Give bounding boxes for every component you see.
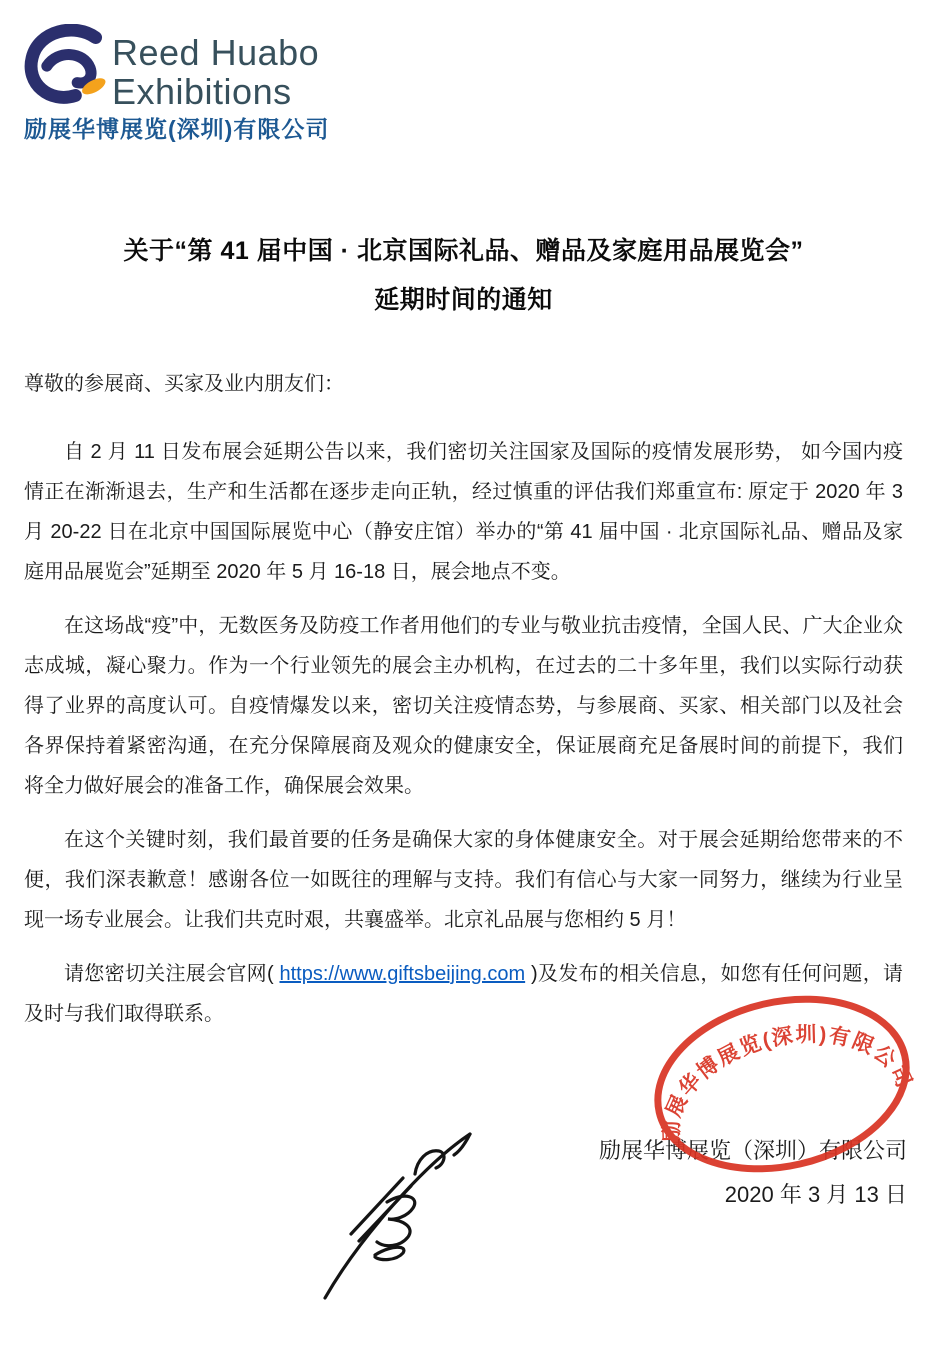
letter-body [24,364,903,1034]
closing-pre-link-text: 请您密切关注展会官网( [64,963,280,985]
website-link[interactable]: https://www.giftsbeijing.com [279,963,526,985]
brand-name-line1: Reed Huabo [112,32,320,73]
closing-post-link-text: )及发布的相关信息，如您有任何问题，请及时与我们取得联系。 [24,963,903,1025]
letter-title [0,227,927,325]
paragraph-1: 自 2 月 11 日发布展会延期公告以来，我们密切关注国家及国际的疫情发展形势， 如今国内疫情正在渐渐退去，生产和生活都在逐步走向正轨，经过慎重的评估我们郑重宣布: 原定于 2020 年 3 月 20-22 日在北京中国国际展览中心（静安庄馆）举办的“第 41 届中国 · 北京国际礼品、赠品及家庭用品展览会”延期至 2020 年 5 月 16-18 日，展会地点不变。 [24,441,903,583]
seal-arc-text: 励展华博展览(深圳)有限公司 [660,1023,917,1142]
letter-title-line1: 关于“第 41 届中国 · 北京国际礼品、赠品及家庭用品展览会” [123,237,804,265]
salutation: 尊敬的参展商、买家及业内朋友们： [24,373,344,395]
signoff-date: 2020 年 3 月 13 日 [724,1182,907,1207]
signoff-company: 励展华博展览（深圳）有限公司 [598,1138,907,1163]
brand-name [112,33,319,111]
brand-name-line2: Exhibitions [112,71,292,112]
handwritten-signature-icon [315,1112,500,1312]
company-seal-stamp-icon [640,978,925,1190]
header-company-name: 励展华博展览(深圳)有限公司 [24,116,330,142]
letter-title-line2: 延期时间的通知 [374,286,553,314]
paragraph-3: 在这个关键时刻，我们最首要的任务是确保大家的身体健康安全。对于展会延期给您带来的不便，我们深表歉意！感谢各位一如既往的理解与支持。我们有信心与大家一同努力，继续为行业呈现一场专业展会。让我们共克时艰，共襄盛举。北京礼品展与您相约 5 月！ [24,829,903,931]
paragraph-2: 在这场战“疫”中，无数医务及防疫工作者用他们的专业与敬业抗击疫情，全国人民、广大企业众志成城，凝心聚力。作为一个行业领先的展会主办机构，在过去的二十多年里，我们以实际行动获得了业界的高度认可。自疫情爆发以来，密切关注疫情态势，与参展商、买家、相关部门以及社会各界保持着紧密沟通，在充分保障展商及观众的健康安全，保证展商充足备展时间的前提下，我们将全力做好展会的准备工作，确保展会效果。 [24,615,903,797]
reed-e-logo-icon [22,24,114,110]
